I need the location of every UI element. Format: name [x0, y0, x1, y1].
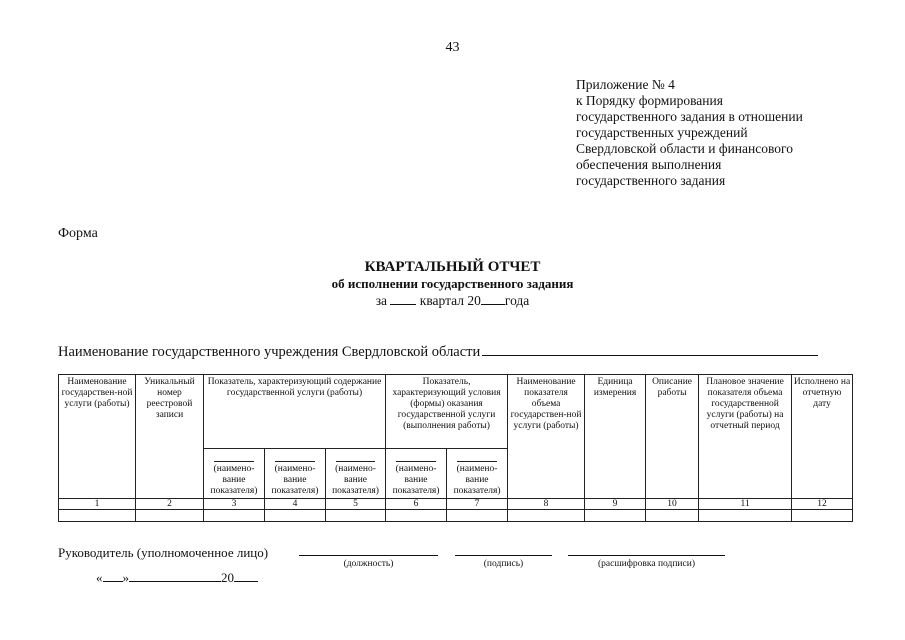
- column-number: 10: [646, 499, 699, 510]
- appendix-line: Приложение № 4: [576, 77, 675, 92]
- table-cell[interactable]: [265, 510, 326, 522]
- institution-label: Наименование государственного учреждения Свердловской области: [58, 344, 481, 360]
- appendix-line: государственного задания в отношении: [576, 109, 803, 124]
- column-number: 12: [792, 499, 853, 510]
- report-subtitle: об исполнении государственного задания: [331, 276, 574, 291]
- table-cell[interactable]: [386, 510, 447, 522]
- table-cell[interactable]: [508, 510, 585, 522]
- subheader-indicator: (наимено-вание показателя): [386, 449, 447, 499]
- table-cell[interactable]: [326, 510, 386, 522]
- name-caption: (расшифровка подписи): [598, 559, 695, 569]
- appendix-line: обеспечения выполнения: [576, 157, 722, 172]
- header-volume-indicator: Наименование показателя объема государствен-ной услуги (работы): [508, 375, 585, 499]
- column-number: 8: [508, 499, 585, 510]
- institution-field: [58, 343, 818, 361]
- position-line[interactable]: [299, 555, 438, 556]
- table-cell[interactable]: [699, 510, 792, 522]
- appendix-line: Свердловской области и финансового: [576, 141, 793, 156]
- report-title-block: [0, 258, 905, 309]
- header-unit: Единица измерения: [585, 375, 646, 499]
- column-number: 7: [447, 499, 508, 510]
- open-quote: «: [96, 570, 103, 585]
- table-cell[interactable]: [585, 510, 646, 522]
- header-service-name: Наименование государствен-ной услуги (работы): [59, 375, 136, 499]
- table-cell[interactable]: [447, 510, 508, 522]
- day-blank[interactable]: [103, 570, 123, 582]
- month-blank[interactable]: [129, 570, 221, 582]
- column-number: 4: [265, 499, 326, 510]
- table-cell[interactable]: [136, 510, 204, 522]
- report-title: КВАРТАЛЬНЫЙ ОТЧЕТ: [364, 259, 541, 275]
- header-work-description: Описание работы: [646, 375, 699, 499]
- column-number: 5: [326, 499, 386, 510]
- signature-label: Руководитель (уполномоченное лицо): [58, 545, 269, 560]
- column-number: 2: [136, 499, 204, 510]
- report-period: [0, 292, 905, 309]
- period-middle: квартал 20: [419, 293, 481, 308]
- signature-caption: (подпись): [483, 559, 524, 569]
- year-blank[interactable]: [234, 570, 258, 582]
- signature-line[interactable]: [455, 555, 552, 556]
- appendix-line: государственных учреждений: [576, 125, 748, 140]
- header-planned-value: Плановое значение показателя объема государственной услуги (работы) на отчетный период: [699, 375, 792, 499]
- period-prefix: за: [375, 293, 388, 308]
- column-number: 9: [585, 499, 646, 510]
- column-number: 11: [699, 499, 792, 510]
- quarter-blank[interactable]: [390, 293, 416, 305]
- header-registry-number: Уникальный номер реестровой записи: [136, 375, 204, 499]
- header-executed: Исполнено на отчетную дату: [792, 375, 853, 499]
- appendix-line: к Порядку формирования: [576, 93, 723, 108]
- header-content-indicator: Показатель, характеризующий содержание государственной услуги (работы): [204, 375, 386, 449]
- table-cell[interactable]: [59, 510, 136, 522]
- period-suffix: года: [504, 293, 530, 308]
- subheader-indicator: (наимено-вание показателя): [326, 449, 386, 499]
- year-prefix: 20: [221, 570, 234, 585]
- date-line: [96, 570, 258, 586]
- column-number: 6: [386, 499, 447, 510]
- subheader-indicator: (наимено-вание показателя): [204, 449, 265, 499]
- table-cell[interactable]: [792, 510, 853, 522]
- table-cell[interactable]: [646, 510, 699, 522]
- name-line[interactable]: [568, 555, 725, 556]
- page-number: 43: [445, 40, 460, 55]
- institution-blank[interactable]: [482, 343, 818, 356]
- year-blank[interactable]: [481, 293, 505, 305]
- column-number: 3: [204, 499, 265, 510]
- report-table: [58, 374, 853, 522]
- table-row: [59, 510, 853, 522]
- form-label: Форма: [58, 226, 98, 241]
- close-quote: »: [122, 570, 129, 585]
- appendix-line: государственного задания: [576, 173, 726, 188]
- subheader-indicator: (наимено-вание показателя): [265, 449, 326, 499]
- subheader-indicator: (наимено-вание показателя): [447, 449, 508, 499]
- column-number: 1: [59, 499, 136, 510]
- appendix-note: [576, 77, 896, 189]
- table-cell[interactable]: [204, 510, 265, 522]
- header-conditions-indicator: Показатель, характеризующий условия (формы) оказания государственной услуги (выполнения работы): [386, 375, 508, 449]
- position-caption: (должность): [343, 559, 394, 569]
